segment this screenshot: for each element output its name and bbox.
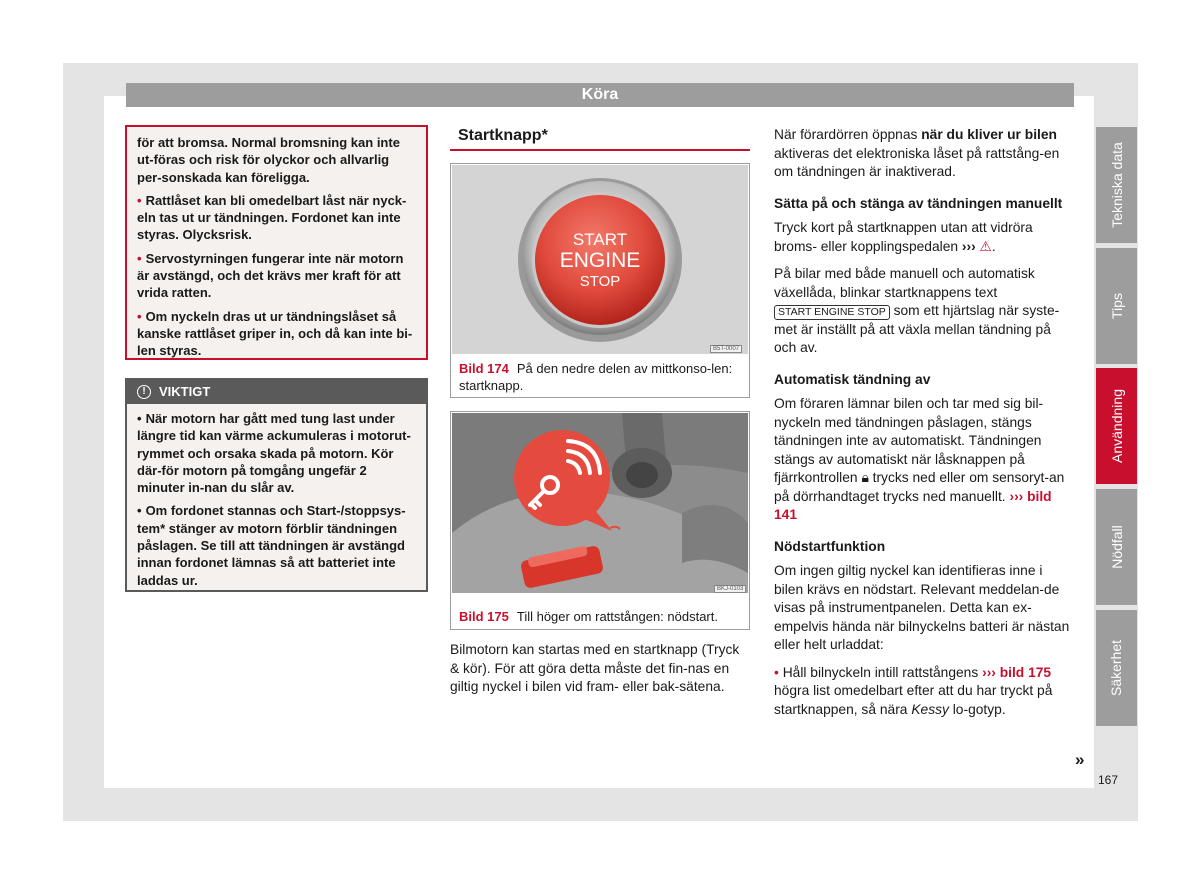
- button-text-start: START: [572, 230, 628, 249]
- paragraph: Om ingen giltig nyckel kan identifieras inne i bilen krävs en nödstart. Relevant meddelan-de visas på instrumentpanelen. Detta kan ex-empelvis hända när bilnyckelns batteri är nästan eller helt urladdat:: [774, 563, 1070, 652]
- image-code: B5T-0007: [710, 345, 742, 353]
- warning-bullet: • Rattlåset kan bli omedelbart låst när nyck-eln tas ut ur tändningen. Fordonet kan inte styras. Olycksrisk.: [137, 192, 416, 244]
- figure-caption: [459, 360, 743, 394]
- start-button-image: [452, 165, 748, 354]
- figure-175: [450, 411, 750, 630]
- important-bullet: • Om fordonet stannas och Start-/stoppsys-tem* stänger av motorn förblir tändningen påslagen. Se till att tändningen är avstängd innan fordonet lämnas så att batteriet inte laddas ur.: [137, 502, 416, 588]
- subheading: Nödstartfunktion: [774, 538, 886, 554]
- paragraph: Om föraren lämnar bilen och tar med sig bil-nyckeln med tändningen påslagen, stängs tändningen inte av automatiskt. Tändningen stängs av automatiskt när låsknappen på fjärrkontrollen 🔒︎ trycks ned eller om sensoryt-an på dörrhandtaget trycks ned manuellt. ››› bild 141: [774, 396, 1065, 522]
- important-header: [127, 380, 426, 404]
- start-engine-stop-key: START ENGINE STOP: [774, 305, 890, 320]
- subheading: Sätta på och stänga av tändningen manuellt: [774, 195, 1063, 211]
- important-bullet: • När motorn har gått med tung last under längre tid kan värme ackumuleras i motorut-rymmet och orsaka skada på motorn. Kör där-för motorn på tomgång ungefär 2 minuter in-nan du slår av.: [137, 410, 416, 496]
- important-label: VIKTIGT: [159, 384, 211, 399]
- image-code: BKJ-0103: [714, 585, 746, 593]
- body-paragraph: Bilmotorn kan startas med en startknapp (Tryck & kör). För att göra detta måste det fin-nas en giltig nyckel i bilen vid fram- eller bak-sätena.: [450, 642, 740, 694]
- warning-bullet: • Om nyckeln dras ut ur tändningslåset så kanske rattlåset griper in, och då kan inte bi-len styras.: [137, 308, 416, 360]
- caption-text: Till höger om rattstången: nödstart.: [516, 609, 718, 624]
- arrow-marker: ›››: [961, 238, 976, 254]
- paragraph: När förardörren öppnas när du kliver ur bilen aktiveras det elektroniska låset på rattstång-en om tändningen är inaktiverad.: [774, 127, 1060, 179]
- caption-label: Bild 174: [459, 361, 509, 376]
- page-number: 167: [1098, 773, 1119, 787]
- figure-174: [450, 163, 750, 398]
- warning-triangle-icon: ⚠: [979, 238, 992, 254]
- continue-arrow-icon: »: [1075, 750, 1085, 769]
- button-text-stop: STOP: [579, 273, 621, 290]
- paragraph: På bilar med både manuell och automatisk växellåda, blinkar startknappens text START ENGINE STOP som ett hjärtslag när syste-met är inställt på att växla mellan tändning på och av.: [774, 266, 1060, 355]
- figure-reference-link[interactable]: ››› bild 141: [774, 488, 1052, 522]
- lock-icon: 🔒︎: [861, 470, 869, 485]
- text-column-right: [774, 126, 1074, 728]
- warning-bullet: • Servostyrningen fungerar inte när motorn är avstängd, och det krävs mer kraft för att vrida ratten.: [137, 250, 416, 302]
- emergency-start-image: [452, 413, 748, 593]
- figure-caption: [459, 608, 743, 625]
- important-box: [125, 378, 428, 592]
- caption-label: Bild 175: [459, 609, 509, 624]
- tab-nodfall[interactable]: Nödfall: [1096, 489, 1137, 605]
- warning-box: [125, 125, 428, 360]
- warning-intro: för att bromsa. Normal bromsning kan inte ut-föras och risk för olyckor och allvarlig per-sonskada kan föreligga.: [137, 135, 400, 185]
- figure-reference-link[interactable]: ››› bild 175: [982, 664, 1052, 680]
- paragraph: Tryck kort på startknappen utan att vidröra broms- eller kopplingspedalen ››› ⚠.: [774, 220, 1033, 254]
- tab-tips[interactable]: Tips: [1096, 248, 1137, 364]
- tab-tekniska-data[interactable]: Tekniska data: [1096, 127, 1137, 243]
- tab-anvandning[interactable]: Användning: [1096, 368, 1137, 484]
- paragraph: • Håll bilnyckeln intill rattstångens ››› bild 175 högra list omedelbart efter att du har tryckt på startknappen, så nära Kessy lo-gotyp.: [774, 664, 1053, 717]
- chapter-header: Köra: [126, 83, 1074, 107]
- tab-sakerhet[interactable]: Säkerhet: [1096, 610, 1137, 726]
- caption-text: På den nedre delen av mittkonso-len: startknapp.: [459, 361, 733, 393]
- section-title: Startknapp*: [450, 124, 750, 151]
- button-text-engine: ENGINE: [559, 249, 641, 272]
- info-icon: !: [137, 385, 151, 399]
- subheading: Automatisk tändning av: [774, 371, 931, 387]
